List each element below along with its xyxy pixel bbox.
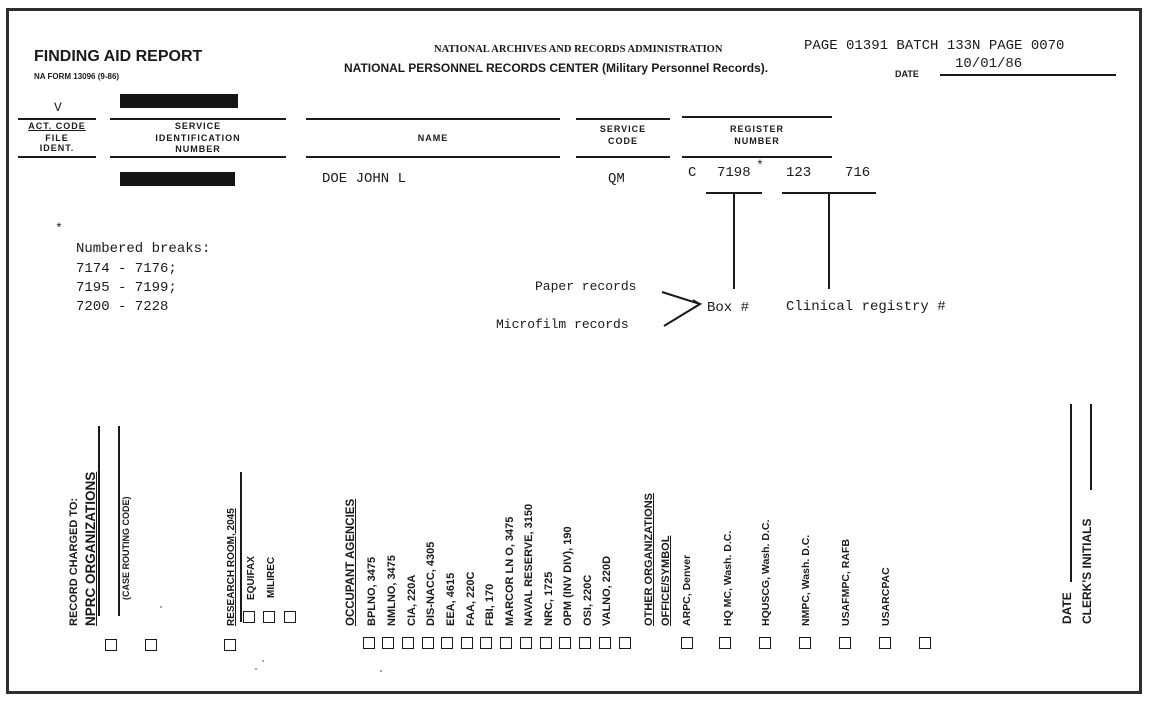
checkbox-fbi[interactable]	[500, 637, 512, 649]
checkbox-arpc[interactable]	[681, 637, 693, 649]
clerk-date-rule	[1070, 404, 1072, 582]
service-code-rule-bottom	[576, 156, 670, 158]
other-org-6: USARCPAC	[880, 567, 892, 626]
service-id-rule-top	[110, 118, 286, 120]
act-code-value: V	[54, 100, 62, 115]
equifax-label: EQUIFAX	[246, 556, 257, 600]
other-org-3: HQUSCG, Wash. D.C.	[760, 519, 772, 626]
checkbox-nmlno[interactable]	[402, 637, 414, 649]
clinical-pointer-line	[828, 193, 830, 289]
other-org-5: USAFMPC, RAFB	[840, 539, 852, 626]
service-id-label-3: NUMBER	[175, 144, 221, 154]
center-line: NATIONAL PERSONNEL RECORDS CENTER (Military Personnel Records).	[344, 61, 769, 75]
scan-speck	[255, 668, 257, 670]
page-info: PAGE 01391 BATCH 133N PAGE 0070	[804, 38, 1065, 54]
register-rule-top	[682, 116, 832, 118]
checkbox-extra[interactable]	[919, 637, 931, 649]
occupant-agencies-heading: OCCUPANT AGENCIES	[345, 498, 357, 626]
checkbox-usarcpac[interactable]	[879, 637, 891, 649]
case-routing-rule	[118, 426, 120, 616]
checkbox-bplno[interactable]	[382, 637, 394, 649]
occupant-agency-11: OPM (INV DIV), 190	[562, 526, 574, 626]
occupant-agency-8: MARCOR LN O, 3475	[504, 516, 516, 626]
research-rule	[240, 472, 242, 622]
form-number: NA FORM 13096 (9-86)	[34, 72, 120, 81]
report-title: FINDING AID REPORT	[34, 48, 203, 65]
occupant-agency-5: EEA, 4615	[445, 572, 457, 626]
checkbox-eea[interactable]	[461, 637, 473, 649]
checkbox-case-routing[interactable]	[145, 639, 157, 651]
occupant-agency-9: NAVAL RESERVE, 3150	[523, 503, 535, 626]
record-reg-part-2: 123	[786, 165, 812, 181]
charged-to-title-2: NPRC ORGANIZATIONS	[83, 471, 98, 626]
notes-break-3: 7200 - 7228	[76, 299, 169, 315]
checkbox-milirec[interactable]	[284, 611, 296, 623]
service-code-label-2: CODE	[607, 136, 638, 146]
clinical-registry-label: Clinical registry #	[786, 299, 946, 315]
service-code-rule-top	[576, 118, 670, 120]
act-code-rule-bottom	[18, 156, 96, 158]
date-underline	[940, 74, 1116, 76]
charged-to-rule	[98, 426, 100, 616]
paper-records-label: Paper records	[535, 279, 637, 294]
redaction-service-id	[120, 172, 235, 186]
other-org-4: NMPC, Wash. D.C.	[800, 534, 812, 626]
checkbox-equifax[interactable]	[263, 611, 275, 623]
register-label-1: REGISTER	[729, 124, 784, 134]
record-service-code: QM	[608, 171, 625, 187]
other-orgs-heading-1: OTHER ORGANIZATIONS	[643, 492, 655, 626]
date-value: 10/01/86	[955, 56, 1023, 72]
annotation-bracket	[660, 284, 708, 330]
checkbox-hq-mc[interactable]	[719, 637, 731, 649]
other-orgs-heading-2: OFFICE/SYMBOL	[660, 535, 672, 626]
date-label: DATE	[895, 69, 919, 79]
notes-heading: Numbered breaks:	[76, 241, 211, 257]
scan-speck	[160, 606, 162, 608]
box-pointer-line	[733, 193, 735, 289]
service-id-label-1: SERVICE	[174, 121, 222, 131]
register-label-2: NUMBER	[734, 136, 780, 146]
occupant-agency-6: FAA, 220C	[465, 571, 477, 626]
checkbox-valno[interactable]	[619, 637, 631, 649]
clerk-date-label: DATE	[1060, 592, 1074, 624]
record-reg-part-3: 716	[845, 165, 871, 181]
checkbox-dis-nacc[interactable]	[441, 637, 453, 649]
occupant-agency-2: NMLNO, 3475	[386, 555, 398, 626]
other-org-2: HQ MC, Wash. D.C.	[722, 530, 734, 626]
name-label: NAME	[417, 133, 449, 143]
checkbox-osi[interactable]	[599, 637, 611, 649]
occupant-agency-10: NRC, 1725	[543, 571, 555, 626]
checkbox-nmpc[interactable]	[799, 637, 811, 649]
milirec-label: MILIREC	[266, 556, 277, 598]
occupant-agency-4: DIS-NACC, 4305	[425, 541, 437, 626]
service-id-label-2: IDENTIFICATION	[155, 133, 241, 143]
checkbox-opm[interactable]	[579, 637, 591, 649]
charged-to-title-1: RECORD CHARGED TO:	[68, 497, 80, 626]
form-frame	[6, 8, 1142, 694]
checkbox-research-room-top[interactable]	[243, 611, 255, 623]
other-org-1: ARPC, Denver	[681, 554, 693, 626]
case-routing-label: (CASE ROUTING CODE)	[121, 496, 131, 600]
checkbox-naval-reserve[interactable]	[540, 637, 552, 649]
notes-asterisk: *	[55, 221, 63, 236]
record-name: DOE JOHN L	[322, 171, 407, 187]
clerk-initials-rule	[1090, 404, 1092, 490]
checkbox-faa[interactable]	[480, 637, 492, 649]
clerk-initials-label: CLERK'S INITIALS	[1080, 518, 1094, 624]
occupant-agency-7: FBI, 170	[484, 583, 496, 626]
checkbox-nprc-organizations[interactable]	[105, 639, 117, 651]
service-code-label-1: SERVICE	[599, 124, 647, 134]
notes-break-1: 7174 - 7176;	[76, 261, 177, 277]
notes-break-2: 7195 - 7199;	[76, 280, 177, 296]
scan-speck	[380, 670, 382, 672]
checkbox-research-room[interactable]	[224, 639, 236, 651]
checkbox-occupant-agencies[interactable]	[363, 637, 375, 649]
checkbox-usafmpc[interactable]	[839, 637, 851, 649]
research-room-label: RESEARCH ROOM, 2045	[226, 508, 237, 626]
box-label: Box #	[707, 300, 750, 316]
redaction-top	[120, 94, 238, 108]
act-code-label: ACT. CODE	[28, 121, 86, 131]
agency-line: NATIONAL ARCHIVES AND RECORDS ADMINISTRATION	[434, 44, 723, 55]
occupant-agency-13: VALNO, 220D	[601, 555, 613, 626]
act-code-rule-top	[18, 118, 96, 120]
checkbox-cia[interactable]	[422, 637, 434, 649]
file-ident-label-2: IDENT.	[39, 143, 75, 153]
record-asterisk: *	[756, 158, 764, 173]
service-id-rule-bottom	[110, 156, 286, 158]
name-rule-bottom	[306, 156, 560, 158]
checkbox-nrc[interactable]	[559, 637, 571, 649]
file-ident-label-1: FILE	[45, 133, 69, 143]
occupant-agency-1: BPLNO, 3475	[366, 556, 378, 626]
checkbox-marcor[interactable]	[520, 637, 532, 649]
scan-speck	[262, 660, 264, 662]
occupant-agency-12: OSI, 220C	[582, 574, 594, 626]
record-box-number: 7198	[717, 165, 751, 181]
name-rule-top	[306, 118, 560, 120]
occupant-agency-3: CIA, 220A	[406, 574, 418, 626]
microfilm-records-label: Microfilm records	[496, 317, 629, 332]
checkbox-hquscg[interactable]	[759, 637, 771, 649]
record-register-prefix: C	[688, 165, 697, 181]
